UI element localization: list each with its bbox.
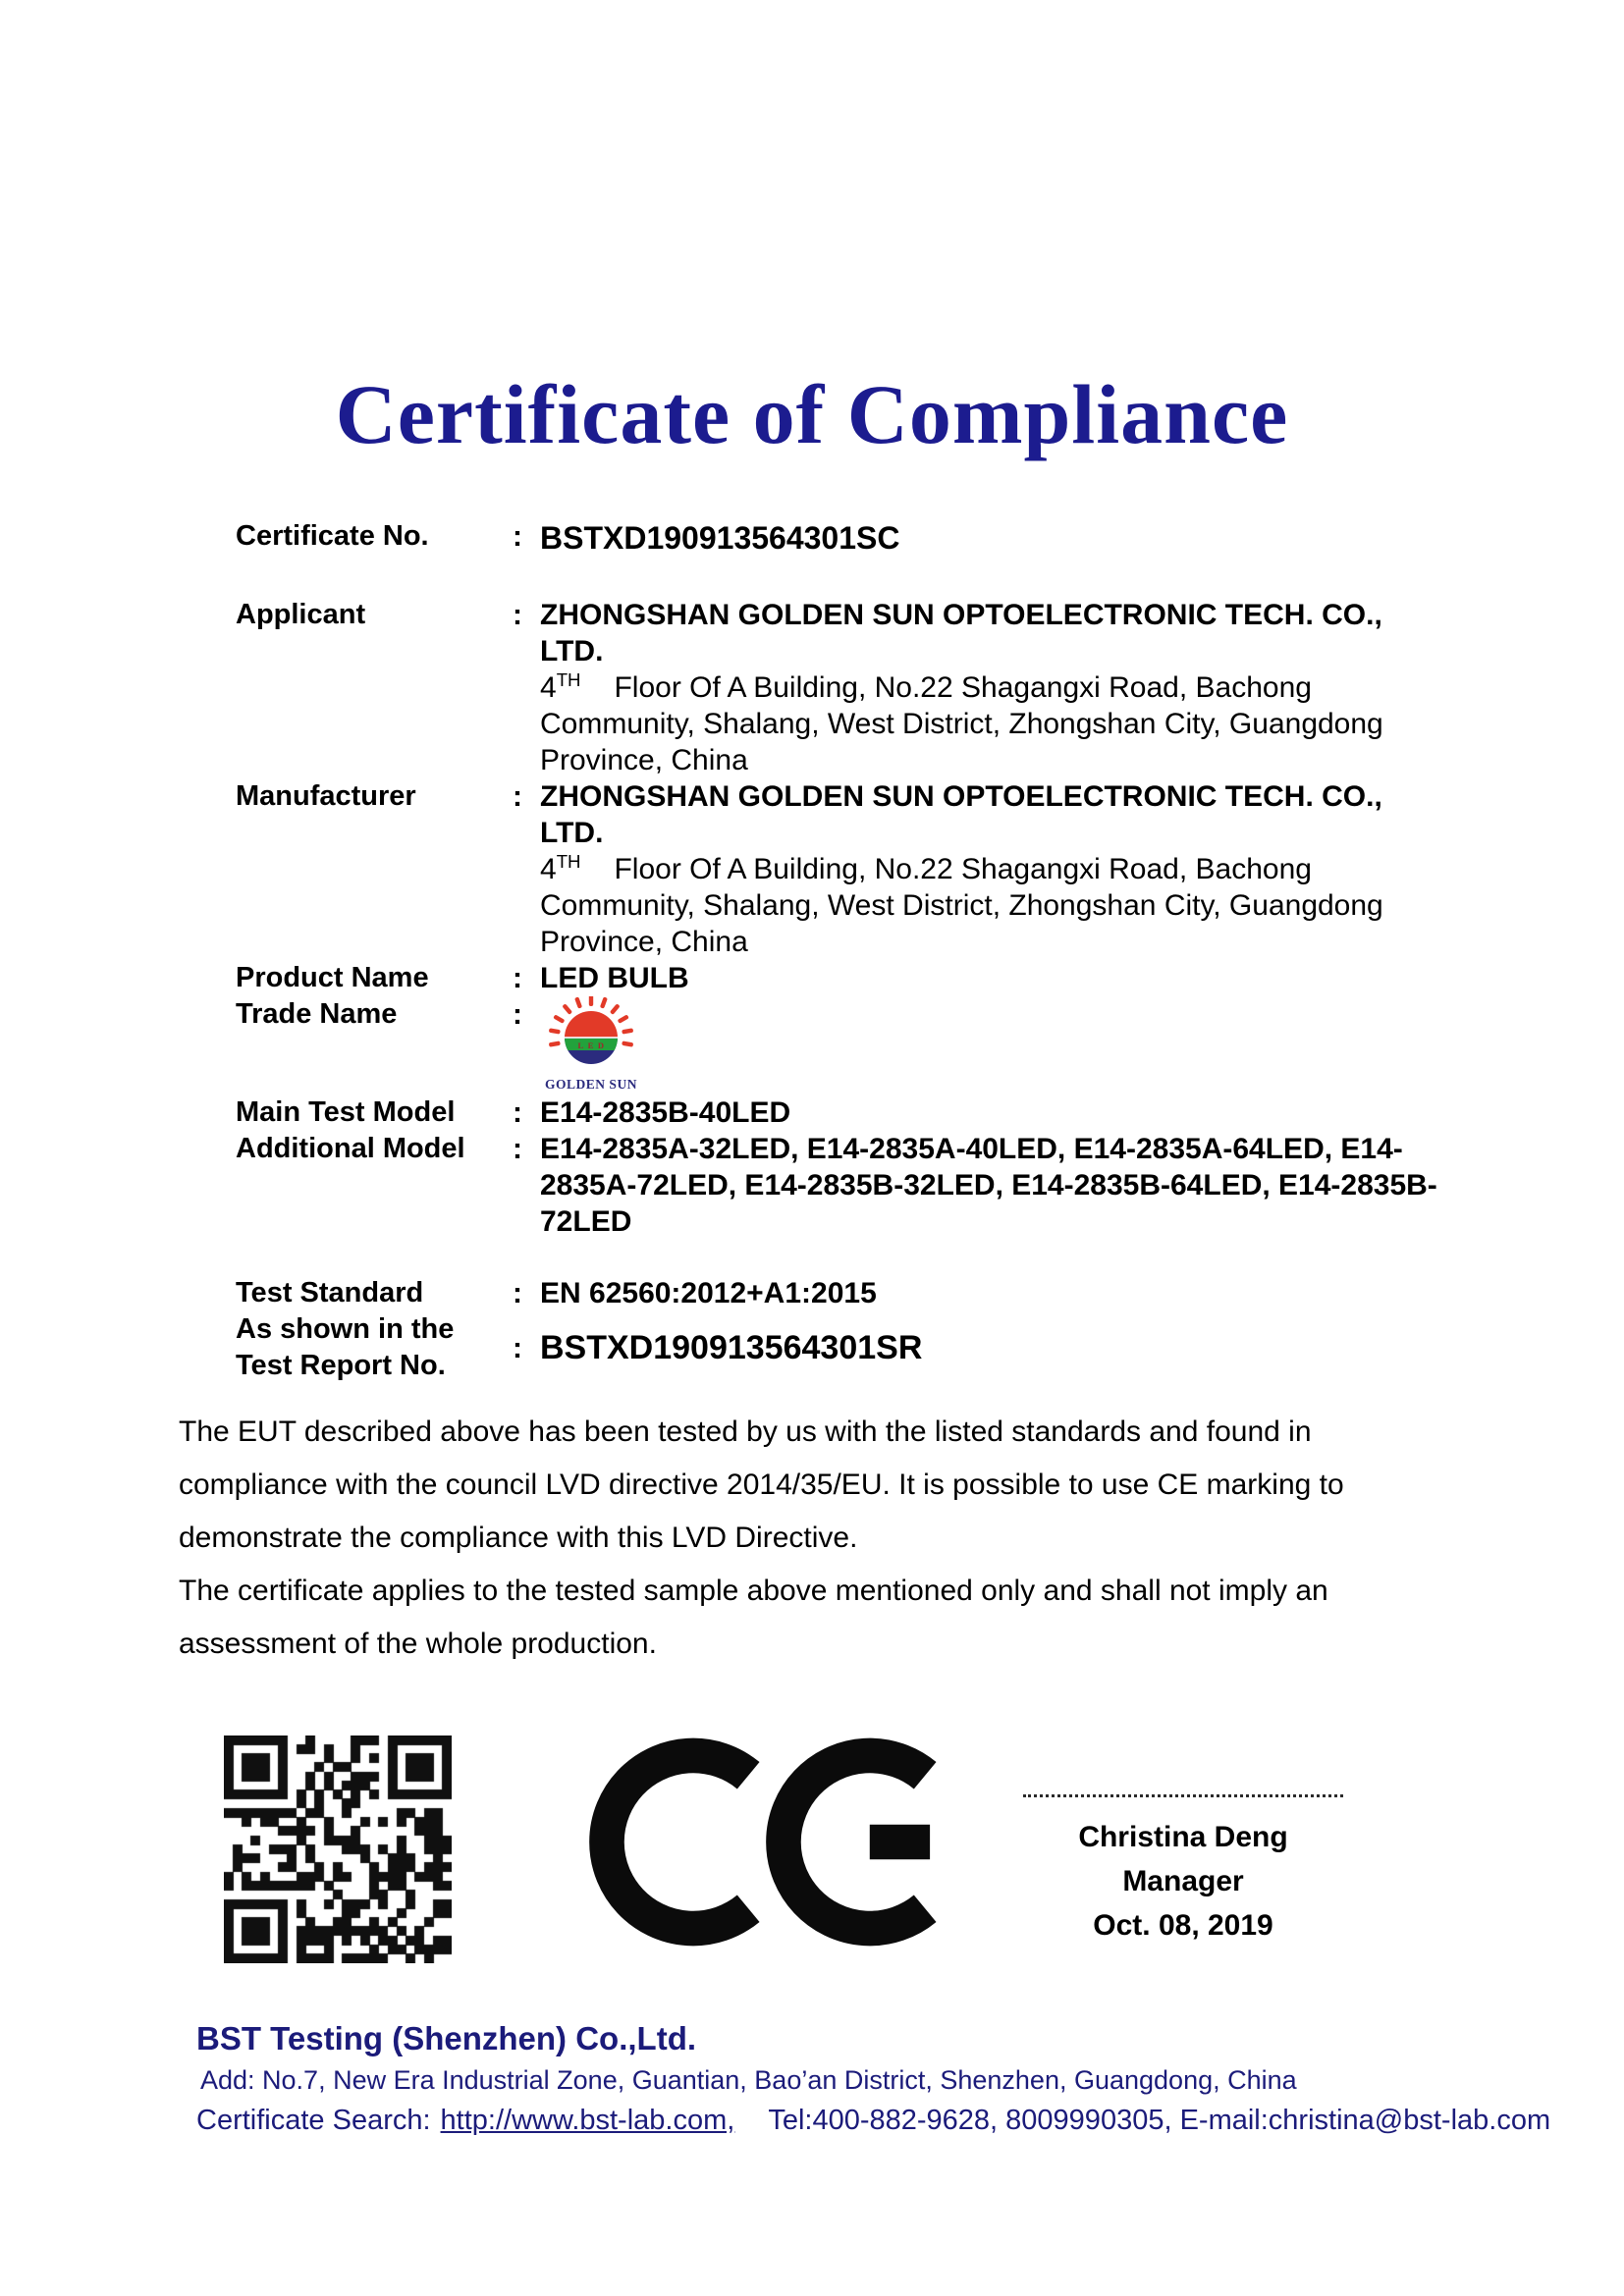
test-standard-value: EN 62560:2012+A1:2015	[540, 1277, 877, 1309]
certificate-no-value: BSTXD190913564301SC	[540, 520, 900, 556]
main-test-model-label: Main Test Model	[236, 1096, 456, 1128]
colon: :	[513, 1096, 522, 1129]
additional-model-label: Additional Model	[236, 1133, 465, 1164]
ce-mark-logo	[589, 1737, 939, 1947]
compliance-statements	[179, 1406, 1455, 1671]
colon: :	[513, 599, 522, 631]
signature-dotted-line	[1023, 1794, 1343, 1797]
main-test-model-value: E14-2835B-40LED	[540, 1096, 791, 1129]
trade-name-label: Trade Name	[236, 998, 398, 1030]
applicant-company-line2: LTD.	[540, 635, 604, 667]
signature-block	[1021, 1794, 1345, 1948]
footer-search-line	[196, 2105, 1550, 2137]
trade-name-value	[540, 996, 1445, 1095]
field-trade-name	[236, 996, 1445, 1095]
colon: :	[513, 780, 522, 813]
field-test-standard	[236, 1275, 1445, 1311]
logo-brand-text: GOLDEN SUN	[545, 1077, 637, 1092]
ordinal-suffix: TH	[556, 669, 581, 690]
field-certificate-no	[236, 518, 1445, 558]
ordinal-suffix: TH	[556, 851, 581, 872]
applicant-label: Applicant	[236, 599, 366, 630]
lab-address: Add: No.7, New Era Industrial Zone, Guantian, Bao’an District, Shenzhen, Guangdong, China	[200, 2065, 1297, 2095]
applicant-address: 4TH Floor Of A Building, No.22 Shagangxi Road, Bachong Community, Shalang, West District, Zhongshan City, Guangdong Province, China	[540, 669, 1383, 776]
statement-paragraph-2: The certificate applies to the tested sample above mentioned only and shall not imply an assessment of the whole production.	[179, 1575, 1328, 1660]
product-name-value: LED BULB	[540, 962, 689, 994]
field-additional-model	[236, 1131, 1445, 1240]
manufacturer-value	[540, 778, 1445, 960]
certificate-fields	[236, 518, 1445, 1384]
field-test-report	[236, 1311, 1445, 1384]
colon: :	[513, 1331, 522, 1364]
field-manufacturer	[236, 778, 1445, 960]
test-report-value: BSTXD190913564301SR	[540, 1328, 923, 1366]
manufacturer-label: Manufacturer	[236, 780, 416, 812]
field-applicant	[236, 597, 1445, 778]
golden-sun-logo	[540, 996, 642, 1095]
qr-code	[224, 1735, 452, 1963]
field-product-name	[236, 960, 1445, 996]
statement-paragraph-1: The EUT described above has been tested by us with the listed standards and found in compliance with the council LVD directive 2014/35/EU. It is possible to use CE marking to demonstrate the compliance with this LVD Directive.	[179, 1415, 1344, 1554]
manufacturer-company-line2: LTD.	[540, 817, 604, 849]
colon: :	[513, 998, 522, 1031]
manufacturer-address: 4TH Floor Of A Building, No.22 Shagangxi Road, Bachong Community, Shalang, West District, Zhongshan City, Guangdong Province, China	[540, 851, 1383, 958]
certificate-no-label: Certificate No.	[236, 520, 429, 552]
applicant-value	[540, 597, 1445, 778]
manufacturer-company-line1: ZHONGSHAN GOLDEN SUN OPTOELECTRONIC TECH. CO.,	[540, 780, 1382, 813]
colon: :	[513, 962, 522, 994]
signer-name: Christina Deng	[1078, 1821, 1288, 1853]
field-main-test-model	[236, 1095, 1445, 1131]
page-title: Certificate of Compliance	[335, 367, 1289, 461]
certificate-search-label: Certificate Search:	[196, 2105, 431, 2136]
colon: :	[513, 1133, 522, 1165]
lab-contact-info: Tel:400-882-9628, 8009990305, E-mail:christina@bst-lab.com	[768, 2105, 1551, 2136]
colon: :	[513, 520, 522, 553]
signer-role: Manager	[1122, 1865, 1244, 1897]
signature-date: Oct. 08, 2019	[1093, 1909, 1273, 1942]
lab-company-name: BST Testing (Shenzhen) Co.,Ltd.	[196, 2020, 697, 2056]
logo-led-text: LED	[577, 1040, 609, 1050]
test-standard-label: Test Standard	[236, 1277, 424, 1308]
test-report-label: As shown in the Test Report No.	[236, 1313, 455, 1381]
sun-circle-icon	[565, 1011, 618, 1064]
product-name-label: Product Name	[236, 962, 429, 993]
certificate-search-link[interactable]: http://www.bst-lab.com,	[440, 2105, 735, 2136]
additional-model-value: E14-2835A-32LED, E14-2835A-40LED, E14-2835A-64LED, E14-2835A-72LED, E14-2835B-32LED, E14-2835B-64LED, E14-2835B-72LED	[540, 1133, 1437, 1238]
applicant-company-line1: ZHONGSHAN GOLDEN SUN OPTOELECTRONIC TECH. CO.,	[540, 599, 1382, 631]
colon: :	[513, 1277, 522, 1309]
